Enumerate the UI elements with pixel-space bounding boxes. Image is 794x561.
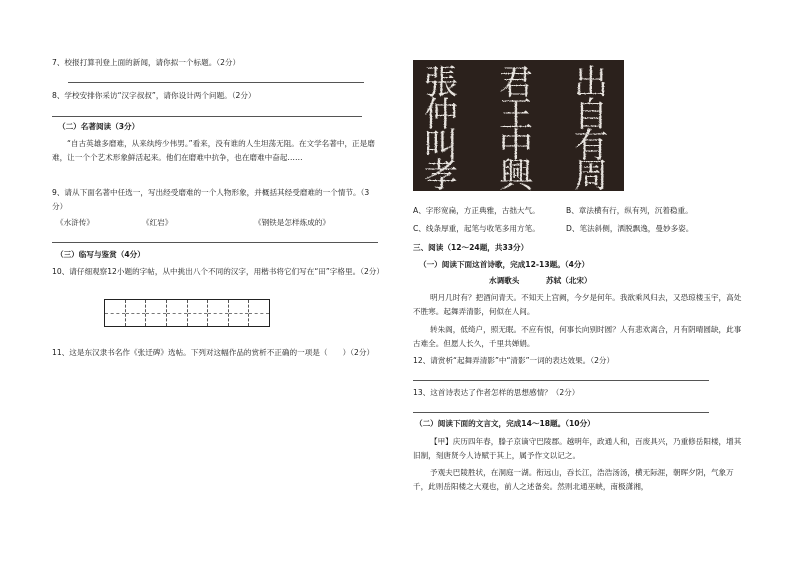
book-1: 《水浒传》 [56,218,94,227]
grid-cell[interactable] [105,300,126,326]
callig-char: 周 [574,156,608,191]
question-8: 8、学校安排你采访“汉字叔叔”，请你设计两个问题。（2分） [52,91,256,100]
callig-char: 有 [574,126,608,166]
option-c[interactable]: C、线条厚重，起笔与收笔多用方笔。 [413,224,540,233]
tianzige-grid[interactable] [104,299,270,327]
subsection-1-title: （一）阅读下面这首诗歌，完成12-13题。（4分） [419,260,590,269]
section-3-title: （三）临写与鉴赏（4分） [56,250,145,259]
book-3: 《钢铁是怎样炼成的》 [254,218,330,227]
callig-char: 興 [499,156,533,191]
grid-cell[interactable] [229,300,250,326]
calligraphy-characters [413,60,624,191]
callig-char: 自 [574,95,608,135]
callig-char: 仲 [424,95,458,135]
question-7: 7、校报打算刊登上面的新闻，请你拟一个标题。（2分） [52,58,241,67]
answer-line-13[interactable] [413,412,709,413]
answer-line-12[interactable] [413,380,709,381]
subsection-2-title: （二）阅读下面的文言文，完成14～18题。（10分） [415,419,595,428]
section-2-title: （二）名著阅读（3分） [58,122,140,131]
option-d[interactable]: D、笔法斜侧，洒脱飘逸，曼妙多姿。 [566,224,694,233]
poem-stanza-2: 转朱阁，低绮户，照无眠。不应有恨，何事长向别时圆？人有悲欢离合，月有阴晴圆缺，此事古难全。但愿人长久，千里共婵娟。 [413,325,742,348]
question-13: 13、这首诗表达了作者怎样的思想感情？（2分） [413,388,580,397]
question-9: 9、请从下面名著中任选一，写出经受磨难的一个人物形象，并概括其经受磨难的一个情节。（3分） [52,188,370,211]
grid-cell[interactable] [146,300,167,326]
prose-paragraph-2: 予观夫巴陵胜状，在洞庭一湖。衔远山，吞长江，浩浩汤汤，横无际涯，朝晖夕阴，气象万千，此则岳阳楼之大观也，前人之述备矣。然则北通巫峡，南极潇湘， [413,468,734,491]
answer-line-9[interactable] [52,242,378,243]
grid-cell[interactable] [249,300,269,326]
callig-char: 孝 [424,156,458,191]
callig-char: 張 [424,63,458,103]
question-11: 11、这是东汉隶书名作《张迁碑》选帖。下列对这幅作品的赏析不正确的一项是（ ）（2分） [52,348,375,357]
calligraphy-rubbing-image [413,60,624,191]
callig-char: 出 [574,63,608,103]
grid-cell[interactable] [208,300,229,326]
part-3-title: 三、阅读（12～24题，共33分） [413,243,529,252]
section-2-passage: “自古英雄多磨难，从来纨绔少伟男。”看来，没有谁的人生坦荡无阻。在文学名著中，正是磨难，让一个个艺术形象鲜活起来。他们在磨难中抗争，也在磨难中奋起…… [52,139,375,162]
grid-cell[interactable] [126,300,147,326]
answer-line-8[interactable] [52,116,362,117]
callig-char: 君 [499,63,533,103]
callig-char: 中 [499,126,533,166]
poem-stanza-1: 明月几时有？把酒问青天。不知天上宫阙，今夕是何年。我欲乘风归去，又恐琼楼玉宇，高处不胜寒。起舞弄清影，何似在人间。 [413,293,742,316]
question-10: 10、请仔细观察12小题的字帖，从中挑出八个不同的汉字，用楷书将它们写在“田”字格里。（2分） [52,267,384,276]
grid-cell[interactable] [167,300,188,326]
answer-line-7[interactable] [68,82,364,83]
grid-cell[interactable] [188,300,209,326]
option-b[interactable]: B、章法横有行，纵有列，沉着稳重。 [566,206,693,215]
poem-title: 水调歌头 [489,276,520,285]
callig-char: 王 [499,95,533,135]
question-12: 12、请赏析“起舞弄清影”中“清影”一词的表达效果。（2分） [413,356,615,365]
book-2: 《红岩》 [142,218,173,227]
poem-author: 苏轼（北宋） [546,276,592,285]
prose-paragraph-1: 【甲】庆历四年春，滕子京谪守巴陵郡。越明年，政通人和，百废具兴，乃重修岳阳楼，增其旧制，刻唐贤今人诗赋于其上，属予作文以记之。 [413,437,742,460]
callig-char: 叫 [424,126,458,166]
option-a[interactable]: A、字形宽扁，方正典雅，古拙大气。 [413,206,540,215]
